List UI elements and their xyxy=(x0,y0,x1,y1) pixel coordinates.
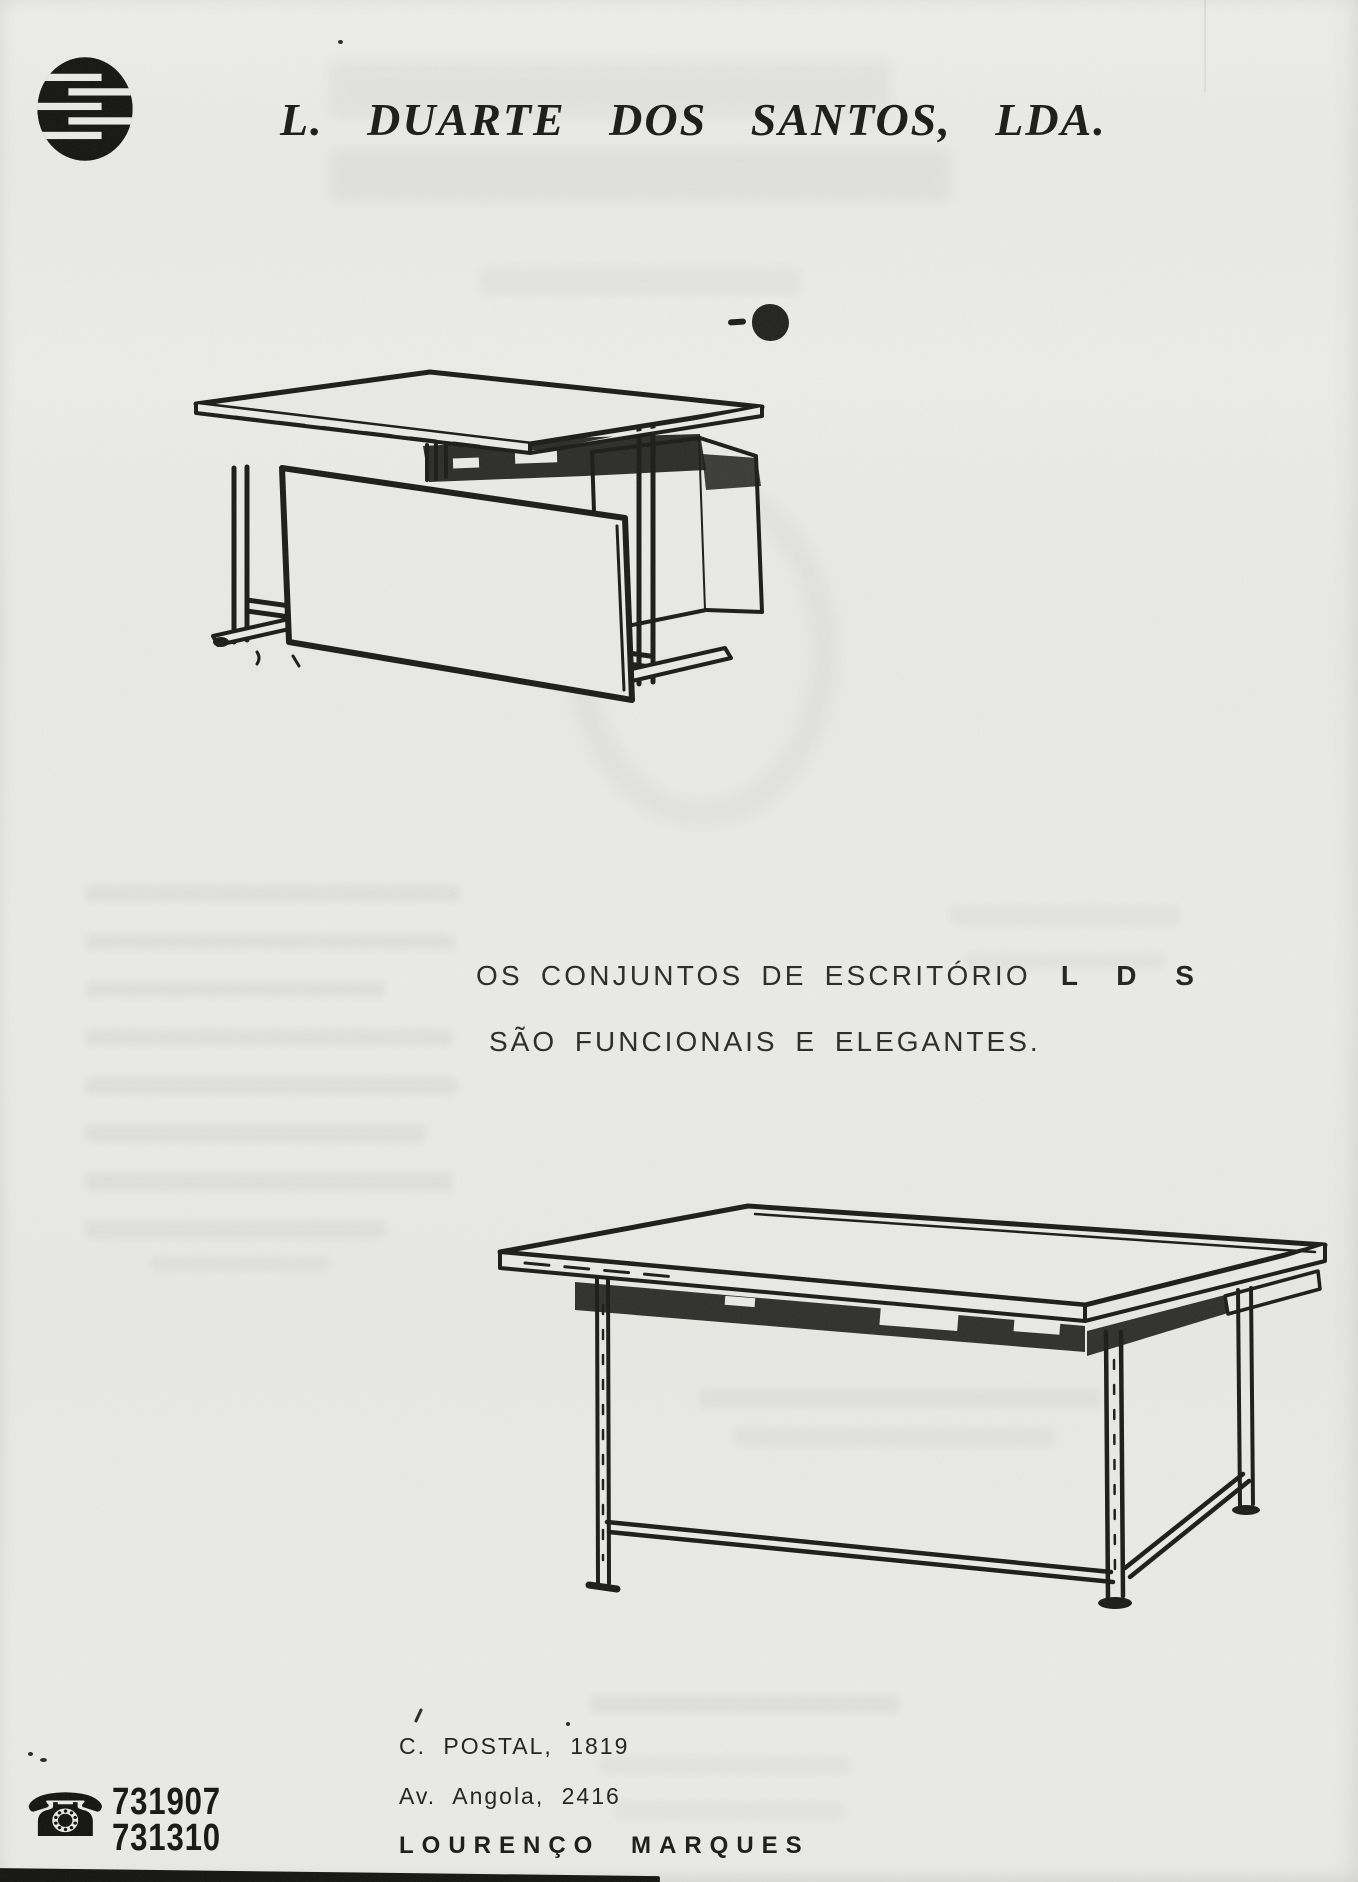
slogan-line-1-text: OS CONJUNTOS DE ESCRITÓRIO xyxy=(476,960,1031,991)
bleed-through-text-line xyxy=(85,981,385,998)
bleed-through-text-line xyxy=(700,1388,1100,1408)
ink-speck xyxy=(414,1708,423,1723)
company-name-heading: L. DUARTE DOS SANTOS, LDA. xyxy=(280,94,1107,145)
bleed-through-text-line xyxy=(950,905,1180,925)
bleed-through-text-line xyxy=(85,1077,457,1094)
bleed-through-text-line xyxy=(85,1221,385,1238)
office-table-illustration xyxy=(425,1000,1355,1645)
city-line: LOURENÇO MARQUES xyxy=(399,1832,810,1859)
phone-number: 731907 xyxy=(112,1781,221,1823)
bleed-through-text-line xyxy=(85,1173,453,1190)
bleed-through-text-line xyxy=(150,1256,330,1271)
bullet-dot xyxy=(752,304,789,341)
crease-mark xyxy=(1204,0,1206,92)
telephone-icon: ☎ xyxy=(24,1781,107,1851)
bleed-through-emblem xyxy=(568,478,836,826)
bleed-through-text-line xyxy=(85,1029,453,1046)
bleed-through-smudge xyxy=(330,150,950,202)
brand-initials: L D S xyxy=(1060,960,1206,991)
bleed-through-smudge xyxy=(480,268,800,294)
ink-speck xyxy=(566,1722,570,1726)
lds-logo-mark xyxy=(33,53,137,165)
ink-speck xyxy=(40,1758,47,1762)
postal-box-line: C. POSTAL, 1819 xyxy=(399,1733,630,1759)
bleed-through-text-line xyxy=(85,933,455,950)
ink-speck xyxy=(28,1752,33,1756)
bleed-through-text-line xyxy=(615,1802,845,1820)
bleed-through-text-line xyxy=(600,1756,850,1774)
bullet-dash xyxy=(728,318,746,325)
slogan-line-2: SÃO FUNCIONAIS E ELEGANTES. xyxy=(489,1026,1041,1057)
ink-speck xyxy=(338,40,343,44)
bleed-through-text-line xyxy=(85,1125,425,1142)
phone-number: 731310 xyxy=(112,1817,221,1859)
bleed-through-text-line xyxy=(590,1694,900,1714)
slogan-line-1 xyxy=(476,960,1206,992)
bleed-through-text-line xyxy=(85,885,460,902)
bleed-through-text-line xyxy=(735,1428,1055,1446)
street-address-line: Av. Angola, 2416 xyxy=(399,1783,621,1809)
scan-edge-artifact xyxy=(0,1868,660,1882)
